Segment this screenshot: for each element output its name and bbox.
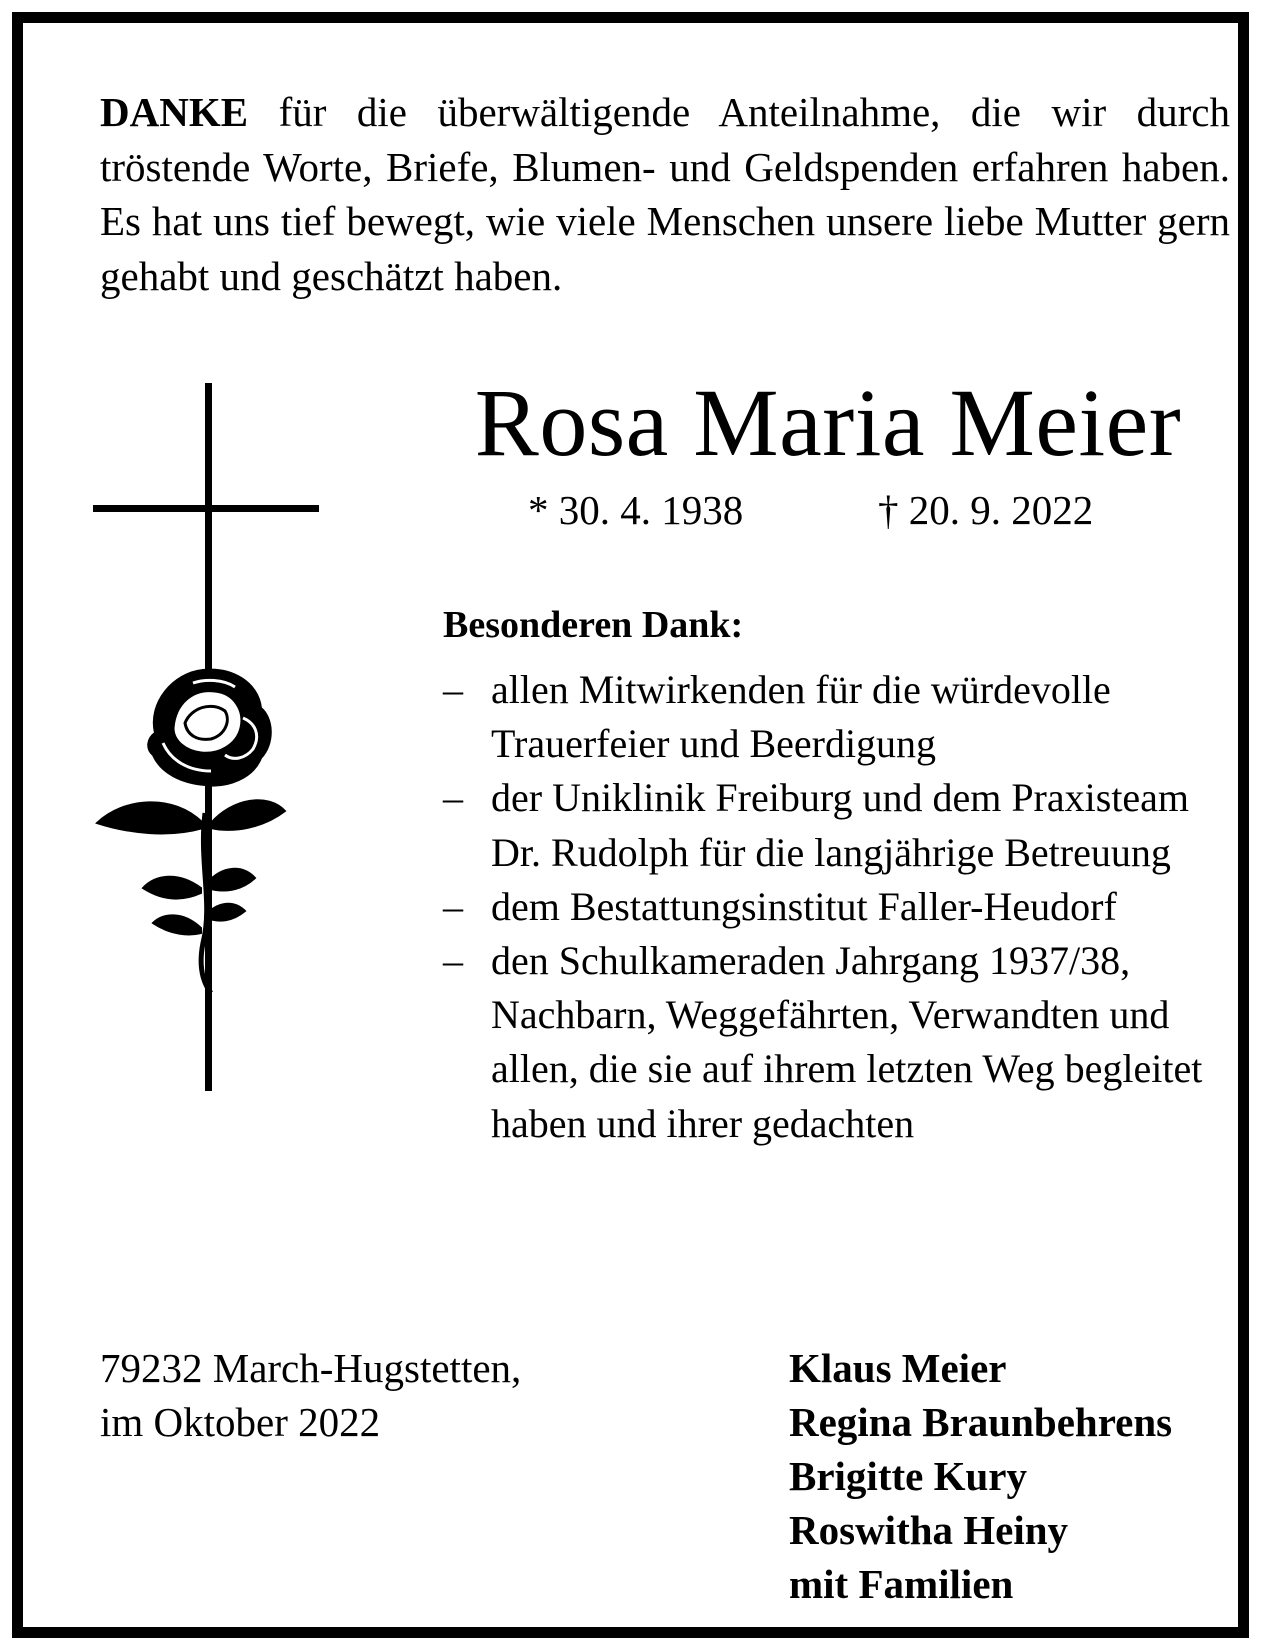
- place-line: 79232 March-Hugstetten,: [100, 1345, 522, 1391]
- rose-icon: [97, 670, 285, 993]
- signer-name: Klaus Meier: [789, 1345, 1007, 1391]
- list-item: [443, 880, 1233, 934]
- place-and-date: [100, 1341, 521, 1449]
- dash-bullet: –: [443, 775, 463, 821]
- life-dates: [523, 485, 1183, 535]
- notice-frame: [12, 12, 1249, 1638]
- list-item-text: den Schulkameraden Jahrgang 1937/38, Nachbarn, Weggefährten, Verwandten und allen, die sie auf ihrem letzten Weg begleitet haben und ihrer gedachten: [491, 938, 1203, 1146]
- intro-text: für die überwältigende Anteilnahme, die wir durch tröstende Worte, Briefe, Blumen- und Geldspenden erfahren haben. Es hat uns tief bewegt, wie viele Menschen unsere liebe Mutter gern gehabt und geschätzt haben.: [100, 89, 1230, 299]
- dash-bullet: –: [443, 667, 463, 712]
- list-item-text: dem Bestattungsinstitut Faller-Heudorf: [491, 883, 1117, 929]
- signer-name: Roswitha Heiny: [789, 1507, 1069, 1553]
- deceased-name: Rosa Maria Meier: [474, 369, 1182, 476]
- list-item-text: allen Mitwirkenden für die würdevolle Trauerfeier und Beerdigung: [491, 667, 1111, 767]
- birth-date: * 30. 4. 1938: [528, 487, 744, 533]
- death-date: † 20. 9. 2022: [878, 487, 1094, 533]
- list-item: [443, 934, 1233, 1151]
- cross-with-rose-emblem: [93, 383, 353, 1143]
- dash-bullet: –: [443, 938, 463, 984]
- signer-name: Brigitte Kury: [789, 1453, 1027, 1499]
- signers-list: [789, 1341, 1172, 1611]
- signer-families: mit Familien: [789, 1561, 1014, 1607]
- intro-paragraph: [100, 85, 1230, 303]
- list-item-text: der Uniklinik Freiburg und dem Praxisteam Dr. Rudolph für die langjährige Betreuung: [491, 775, 1190, 875]
- special-thanks-list: [443, 663, 1233, 1151]
- dash-bullet: –: [443, 883, 463, 929]
- date-line: im Oktober 2022: [100, 1399, 381, 1445]
- list-item: [443, 771, 1233, 879]
- special-thanks-heading: Besonderen Dank:: [443, 604, 744, 646]
- signer-name: Regina Braunbehrens: [789, 1399, 1173, 1445]
- list-item: [443, 663, 1233, 771]
- intro-lead: DANKE: [100, 89, 249, 135]
